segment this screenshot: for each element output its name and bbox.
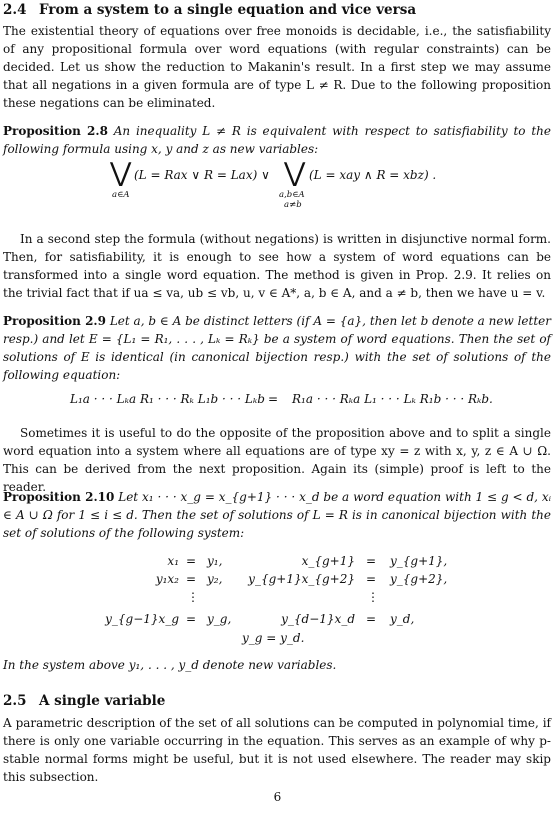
paragraph-split: Sometimes it is useful to do the opposite of the proposition above and to split a single word equation into a system where all equations are of type xy = z with x, y, z ∈ A ∪ Ω. This can be derived from the next proposition. Again its (simple) proof is left to the reader. [3,426,551,494]
subscript-right-1: a,b∈A [279,190,305,200]
formula-right: (L = xay ∧ R = xbz) . [309,168,437,182]
equation-right: R₁a · · · Rₖa L₁ · · · Lₖ R₁b · · · Rₖb. [292,392,493,406]
section-heading-2-5 [3,692,551,710]
equation-left: L₁a · · · Lₖa R₁ · · · Rₖ L₁b · · · Lₖb [70,392,265,406]
proposition-2-8 [3,122,551,158]
sys-vdots: ⋮ [367,590,379,604]
sys-r2-lhs: y_{g+1}x_{g+2} [248,572,355,586]
proposition-text: An inequality L ≠ R is equivalent with respect to satisfiability to the following formula using x, y and z as new variables: [3,124,551,156]
proposition-label: Proposition 2.9 [3,314,106,328]
sys-r4-lhs: y_{d−1}x_d [281,612,355,626]
section-title: From a system to a single equation and vice versa [39,2,417,18]
proposition-2-9 [3,312,551,384]
sys-eq: = [366,572,377,586]
big-or-symbol: ⋁ [110,158,132,188]
section-number: 2.4 [3,2,27,18]
sys-l2-lhs: y₁x₂ [155,572,179,586]
sys-r4-rhs: y_d, [390,612,415,626]
sys-final: y_g = y_d. [242,631,305,645]
equation-system [0,554,555,654]
proposition-2-10 [3,488,551,542]
subscript-left: a∈A [112,190,130,200]
sys-eq: = [366,554,377,568]
sys-l2-rhs: y₂, [207,572,223,586]
sys-eq: = [366,612,377,626]
proposition-text: Let x₁ · · · x_g = x_{g+1} · · · x_d be a word equation with 1 ≤ g < d, xᵢ ∈ A ∪ Ω for 1 ≤ i ≤ d. Then the set of solutions of L = R is in canonical bijection with the set of solutions of the following system: [3,490,551,540]
sys-r1-lhs: x_{g+1} [301,554,355,568]
sys-l1-rhs: y₁, [207,554,223,568]
equation-2-9 [0,392,555,412]
system-note: In the system above y₁, . . . , y_d denote new variables. [3,658,337,672]
paragraph-intro: The existential theory of equations over free monoids is decidable, i.e., the satisfiability of any propositional formula over word equations (with regular constraints) can be decided. Let us show the reduction to Makanin's result. In a first step we may assume that all negations in a given formula are of type L ≠ R. Due to the following proposition these negations can be eliminated. [3,24,551,110]
section-title: A single variable [39,693,166,709]
proposition-label: Proposition 2.10 [3,490,115,504]
section-heading-2-4 [3,1,551,19]
proposition-label: Proposition 2.8 [3,124,108,138]
page-number: 6 [273,790,282,804]
sys-r1-rhs: y_{g+1}, [390,554,448,568]
big-or-symbol-2: ⋁ [284,158,306,188]
formula-left: (L = Rax ∨ R = Lax) ∨ [134,168,270,182]
sys-l4-rhs: y_g, [207,612,232,626]
formula-2-8 [108,158,528,214]
proposition-text: Let a, b ∈ A be distinct letters (if A = {a}, then let b denote a new letter resp.) and let E = {L₁ = R₁, . . . , Lₖ = Rₖ} be a system of word equations. Then the set of solutions of E is identical (in canonical bijection resp.) with the set of solutions of the following equation: [3,314,551,382]
subscript-right-2: a≠b [284,200,302,210]
sys-r2-rhs: y_{g+2}, [390,572,448,586]
section-number: 2.5 [3,693,27,709]
equation-equals: = [268,392,279,406]
sys-l1-lhs: x₁ [167,554,179,568]
paragraph-second-step: In a second step the formula (without negations) is written in disjunctive normal form. Then, for satisfiability, it is enough to see how a system of word equations can be transformed into a single word equation. The method is given in Prop. 2.9. It relies on the trivial fact that if ua ≤ va, ub ≤ vb, u, v ∈ A*, a, b ∈ A, and a ≠ b, then we have u = v. [3,232,551,300]
paragraph-single-variable: A parametric description of the set of all solutions can be computed in polynomial time, if there is only one variable occurring in the equation. This serves as an example of why p-stable normal forms might be useful, but it is not used elsewhere. The reader may skip this subsection. [3,716,551,784]
sys-eq: = [186,572,197,586]
sys-eq: = [186,612,197,626]
sys-l4-lhs: y_{g−1}x_g [105,612,179,626]
sys-eq: = [186,554,197,568]
sys-vdots: ⋮ [187,590,199,604]
